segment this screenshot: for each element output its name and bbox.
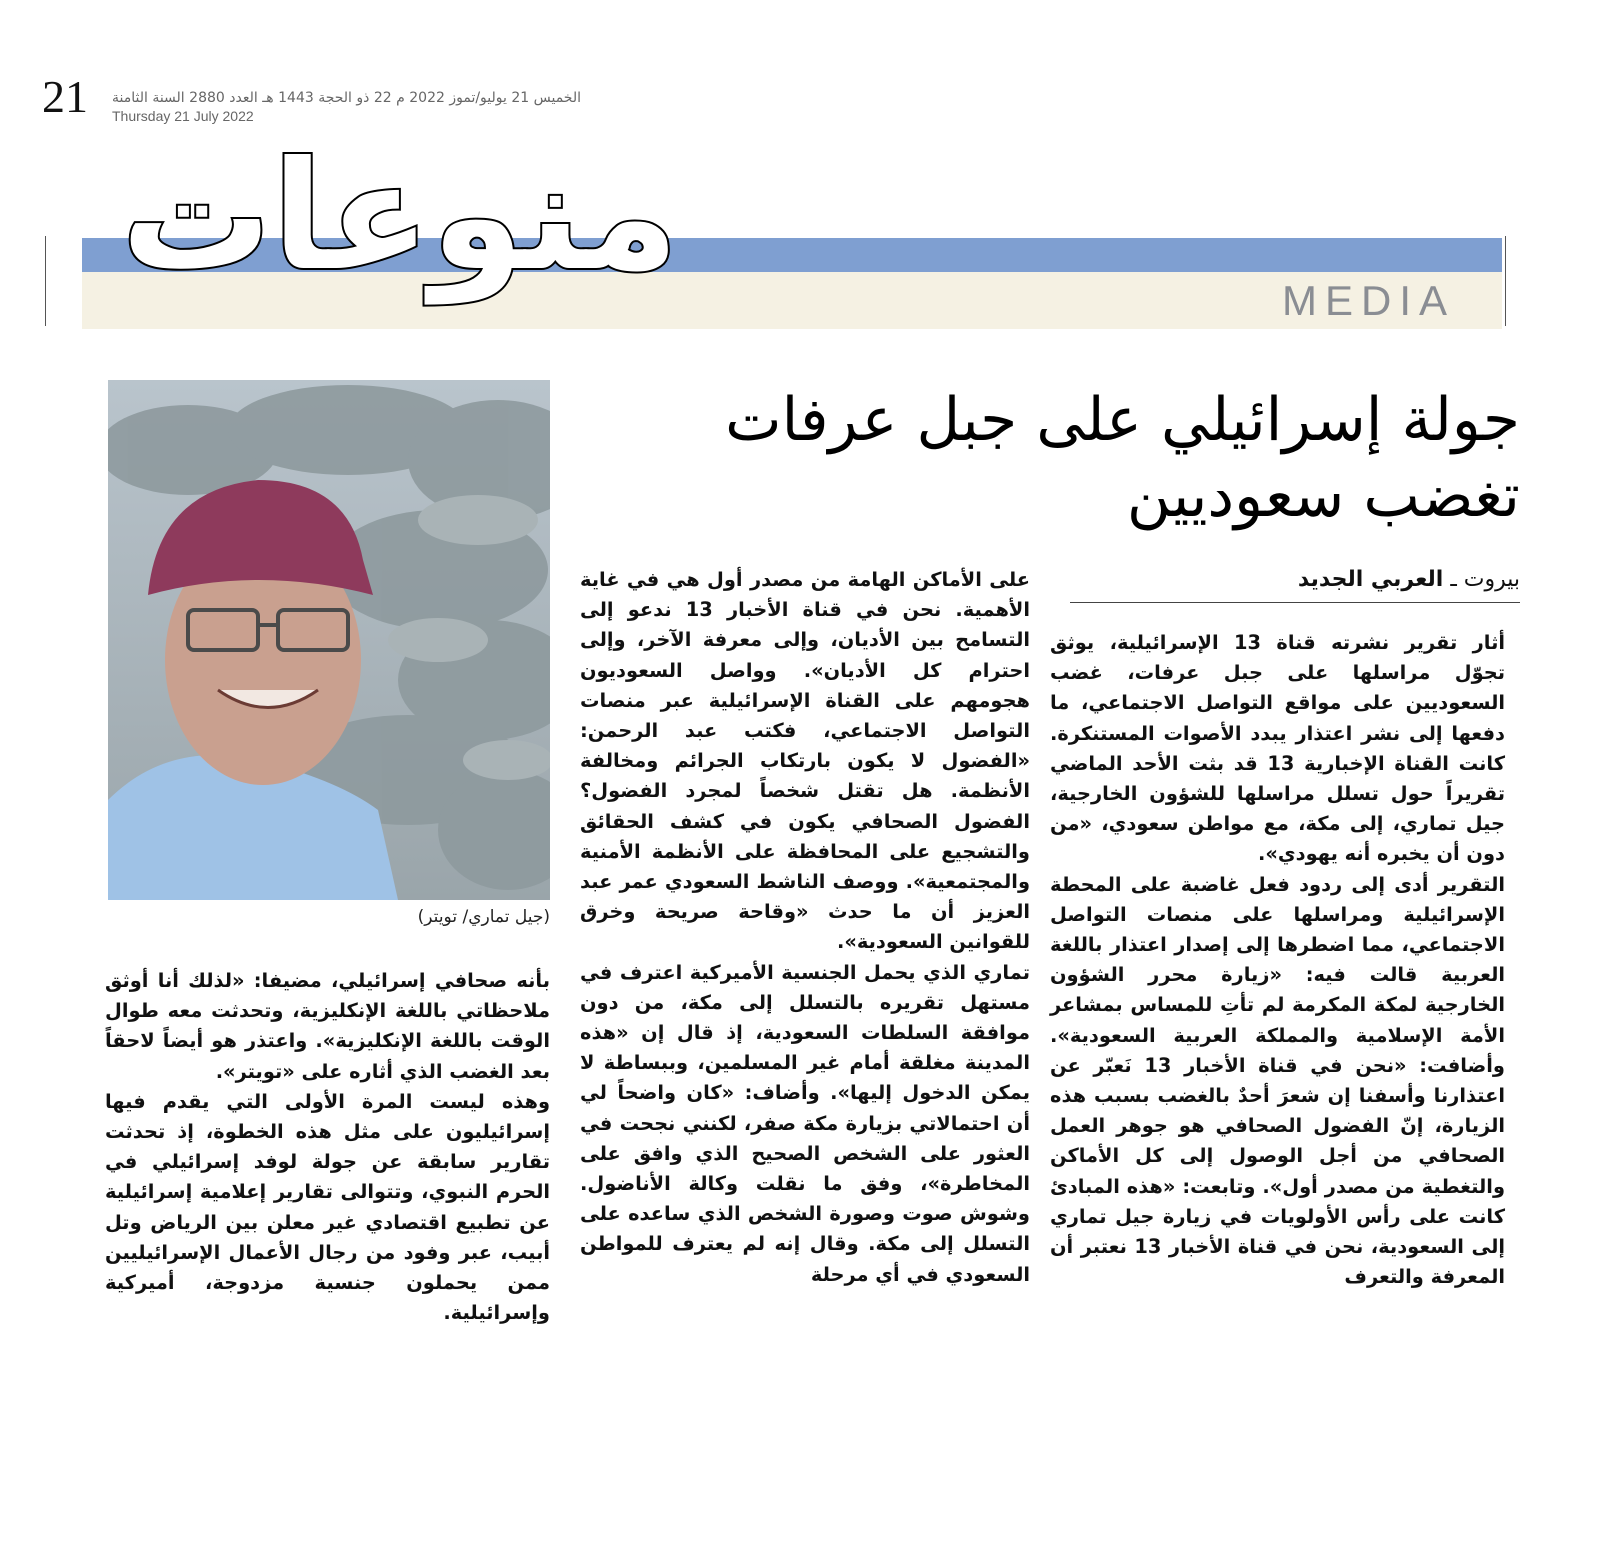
section-title-logo (100, 140, 700, 320)
paragraph: التقرير أدى إلى ردود فعل غاضبة على المحطة الإسرائيلية ومراسلها على منصات التواصل الاجتماعي، مما اضطرها إلى إصدار اعتذار باللغة العربية قالت فيه: «زيارة محرر الشؤون الخارجية لمكة المكرمة لم تأتِ للمساس بمشاعر الأمة الإسلامية والمملكة العربية السعودية». وأضافت: «نحن في قناة الأخبار 13 نَعبّر عن اعتذارنا وأسفنا إن شعرَ أحدٌ بالغضب بسبب هذه الزيارة، إنّ الفضول الصحافي هو جوهر العمل الصحافي من أجل الوصول إلى كل الأماكن والتغطية من مصدر أول». وتابعت: «هذه المبادئ كانت على رأس الأولويات في زيارة جيل تماري إلى السعودية، نحن في قناة الأخبار 13 نعتبر أن المعرفة والتعرف (1050, 872, 1505, 1289)
page-number: 21 (42, 71, 88, 122)
article-photo (108, 380, 550, 900)
paragraph: أثار تقرير نشرته قناة 13 الإسرائيلية، يوثق تجوّل مراسلها على جبل عرفات، غضب السعوديين على مواقع التواصل الاجتماعي، ما دفعها إلى نشر اعتذار يبدد الأصوات المستنكرة. كانت القناة الإخبارية 13 قد بثت الأحد الماضي تقريراً حول تسلل مراسلها للشؤون الخارجية، جيل تماري، إلى مكة، مع مواطن سعودي، «من دون أن يخبره أنه يهودي». (1050, 631, 1505, 866)
section-title-english: MEDIA (1281, 277, 1455, 324)
byline (1070, 566, 1520, 603)
portrait-photo-illustration (108, 380, 550, 900)
paragraph: بأنه صحافي إسرائيلي، مضيفا: «لذلك أنا أوثق ملاحظاتي باللغة الإنكليزية، وتحدثت معه طوال الوقت باللغة الإنكليزية». واعتذر هو أيضاً لاحقاً بعد الغضب الذي أثاره على «تويتر». (105, 969, 550, 1083)
byline-city: بيروت ـ (1443, 567, 1520, 592)
dateline-english: Thursday 21 July 2022 (112, 108, 254, 124)
section-title-text: منوعات (121, 140, 679, 304)
right-border-rule (1505, 236, 1506, 326)
article-column-middle (580, 565, 1030, 1290)
headline-line-2: تغضب سعوديين (1126, 461, 1520, 531)
headline-line-1: جولة إسرائيلي على جبل عرفات (725, 385, 1520, 455)
byline-source: العربي الجديد (1297, 567, 1444, 592)
paragraph: وهذه ليست المرة الأولى التي يقدم فيها إسرائيليون على مثل هذه الخطوة، إذ تحدثت تقارير سابقة عن جولة لوفد إسرائيلي في الحرم النبوي، وتتوالى تقارير إعلامية إسرائيلية عن تطبيع اقتصادي غير معلن بين الرياض وتل أبيب، عبر وفود من رجال الأعمال الإسرائيليين ممن يحملون جنسية مزدوجة، أميركية وإسرائيلية. (105, 1089, 550, 1325)
article-column-left (105, 966, 550, 1328)
paragraph: على الأماكن الهامة من مصدر أول هي في غاية الأهمية. نحن في قناة الأخبار 13 ندعو إلى التسامح بين الأديان، وإلى معرفة الآخر، وإلى احترام كل الأديان». وواصل السعوديون هجومهم على القناة الإسرائيلية عبر منصات التواصل الاجتماعي، فكتب عبد الرحمن: «الفضول لا يكون بارتكاب الجرائم ومخالفة الأنظمة. هل تقتل شخصاً لمجرد الفضول؟ الفضول الصحافي يكون في كشف الحقائق والتشجيع على المحافظة على الأنظمة الأمنية والمجتمعية». ووصف الناشط السعودي عمر عبد العزيز أن ما حدث «وقاحة صريحة وخرق للقوانين السعودية». (580, 568, 1030, 954)
photo-caption: (جيل تماري/ تويتر) (417, 907, 550, 927)
paragraph: تماري الذي يحمل الجنسية الأميركية اعترف في مستهل تقريره بالتسلل إلى مكة، من دون موافقة السلطات السعودية، إذ قال إن «هذه المدينة مغلقة أمام غير المسلمين، وببساطة لا يمكن الدخول إليها». وأضاف: «كان واضحاً لي أن احتمالاتي بزيارة مكة صفر، لكنني نجحت في العثور على الشخص الصحيح الذي وافق على المخاطرة»، وفق ما نقلت وكالة الأناضول. وشوش صوت وصورة الشخص الذي ساعده على التسلل إلى مكة. وقال إنه لم يعترف للمواطن السعودي في أي مرحلة (580, 960, 1030, 1286)
headline (560, 382, 1520, 534)
left-border-rule (45, 236, 46, 326)
dateline-arabic: الخميس 21 يوليو/تموز 2022 م 22 ذو الحجة 1443 هـ العدد 2880 السنة الثامنة (112, 90, 581, 106)
article-column-right (1050, 628, 1505, 1292)
